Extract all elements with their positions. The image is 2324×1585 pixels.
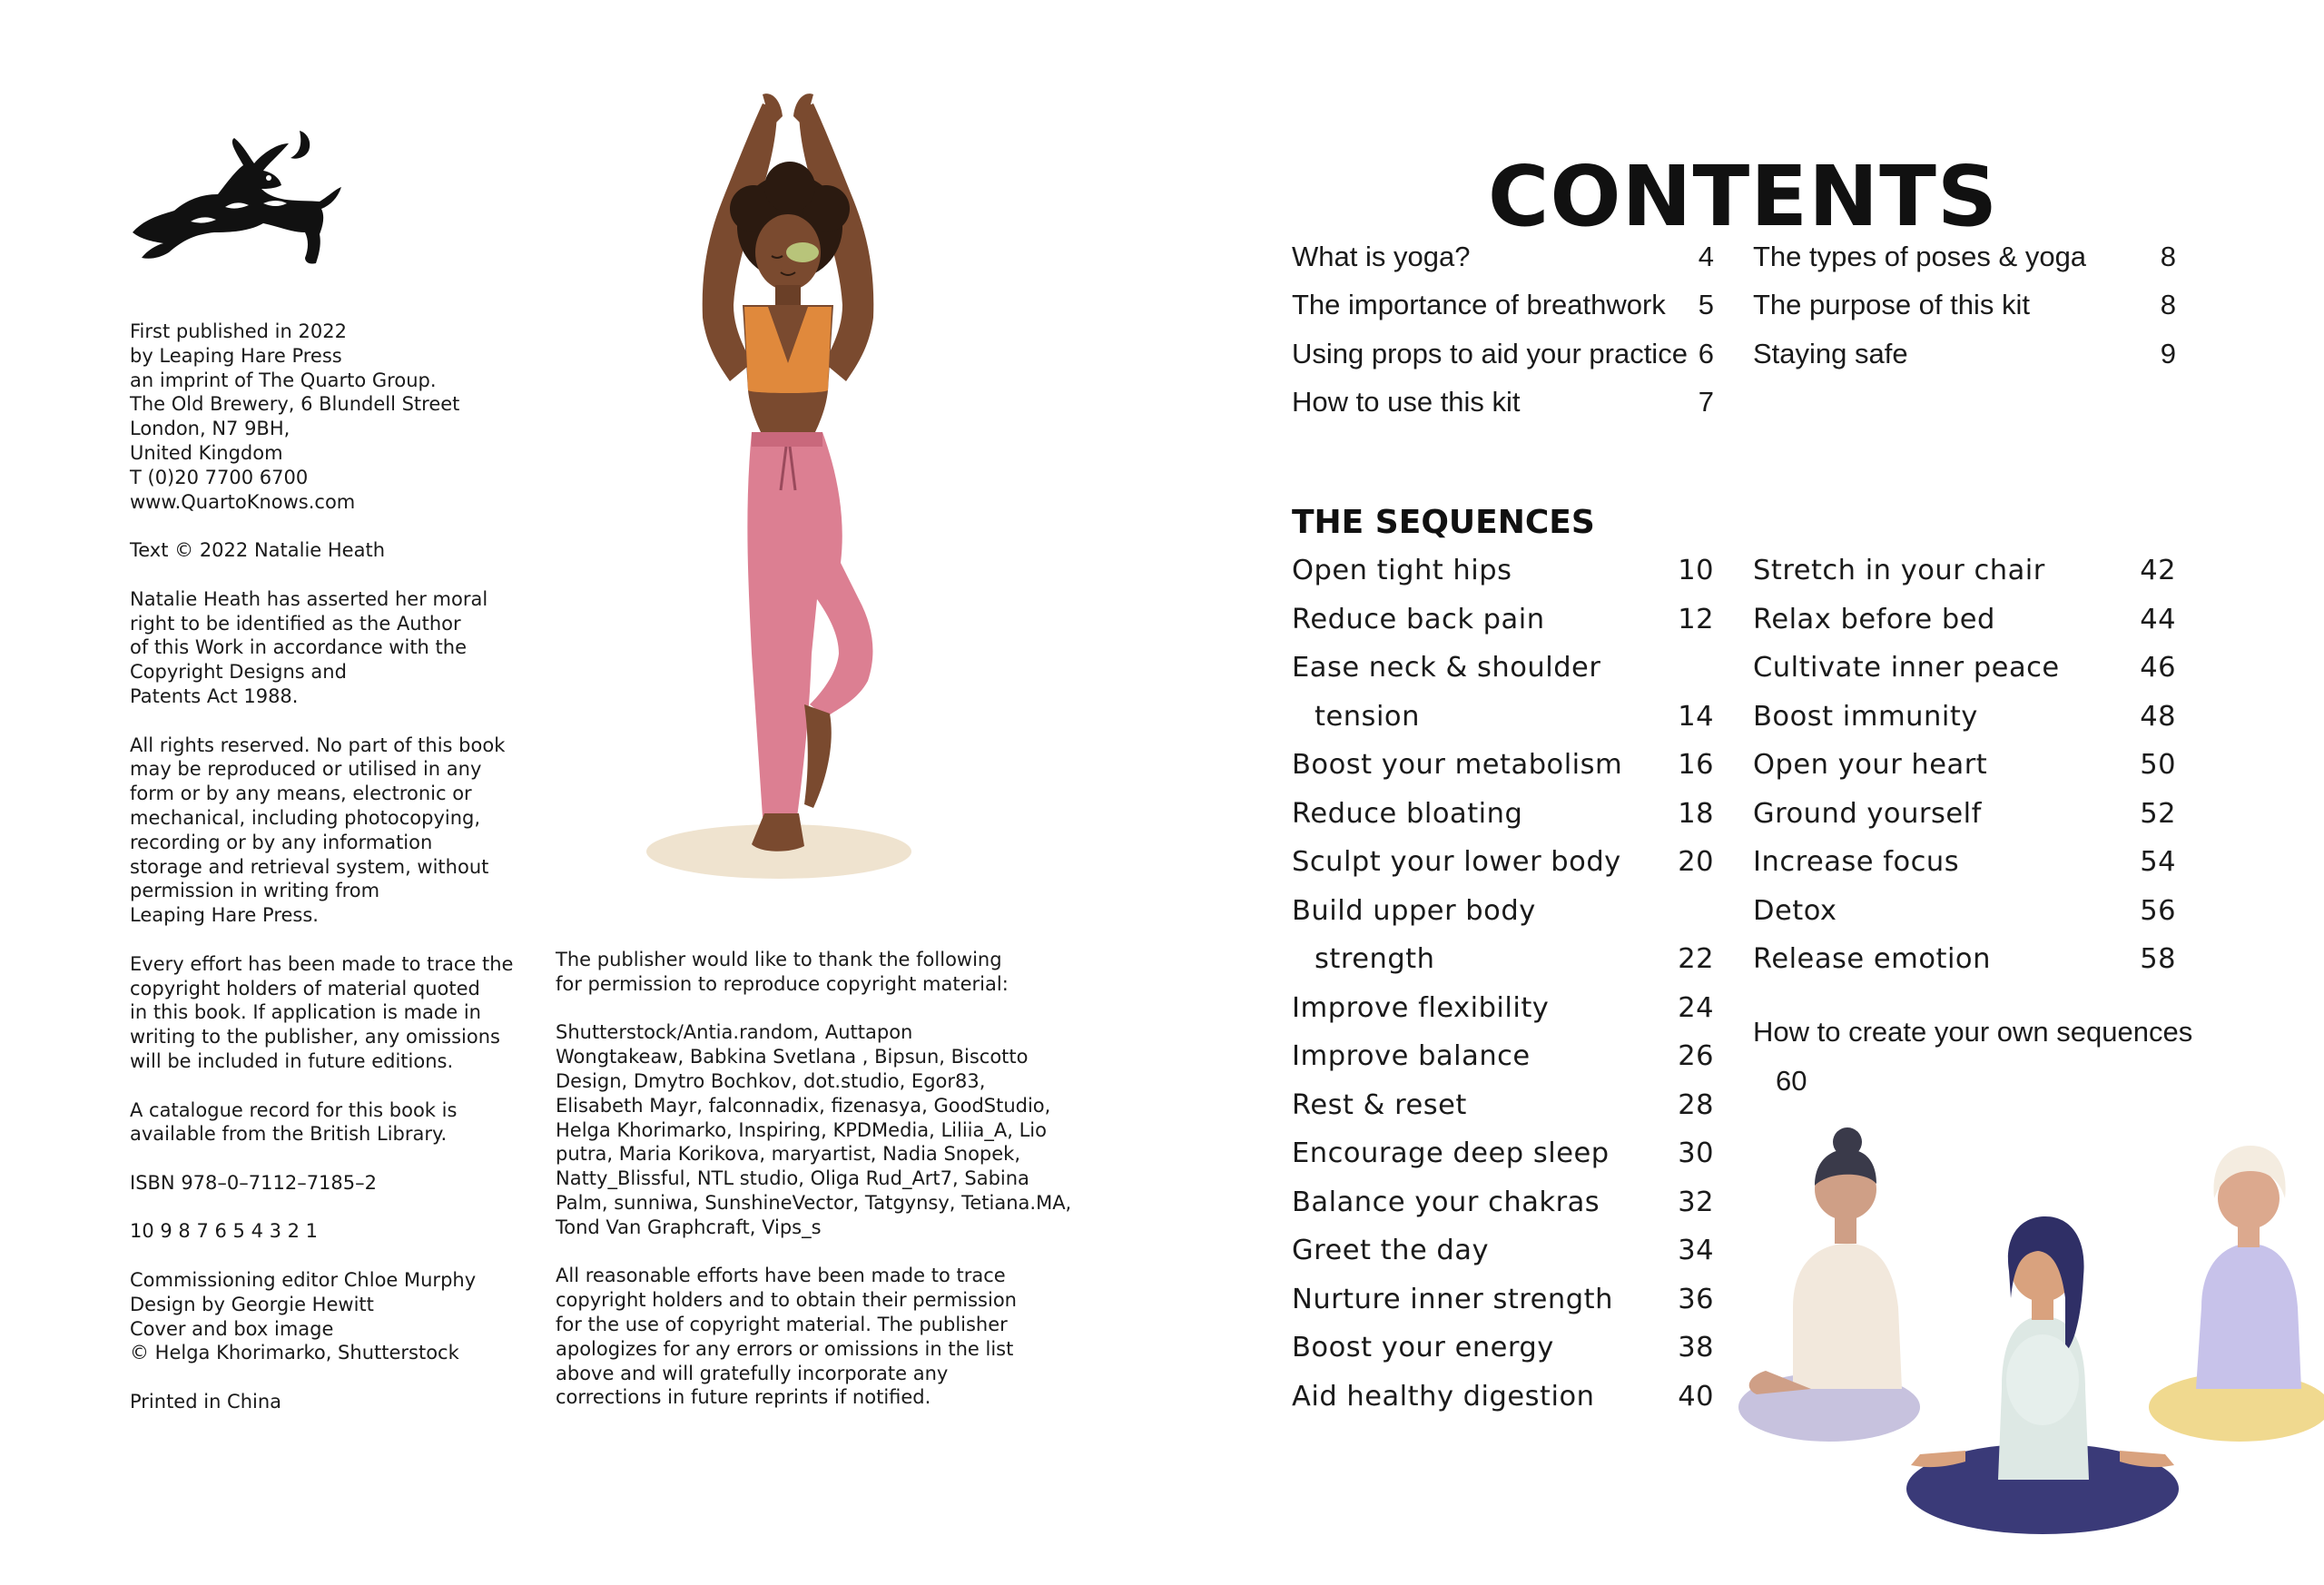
toc-label: Cultivate inner peace — [1753, 652, 2060, 684]
credits-line: for permission to reproduce copyright material: — [556, 972, 1009, 995]
credits-line: Elisabeth Mayr, falconnadix, fizenasya, GoodStudio, — [556, 1094, 1051, 1117]
toc-label: Boost immunity — [1753, 700, 1978, 733]
imprint-line: recording or by any information — [130, 831, 433, 853]
toc-label: Rest & reset — [1292, 1088, 1467, 1121]
imprint-line: United Kingdom — [130, 441, 283, 464]
imprint-line: available from the British Library. — [130, 1123, 448, 1146]
credits-line: copyright holders and to obtain their permission — [556, 1289, 1017, 1312]
toc-page-number: 42 — [2140, 555, 2176, 586]
toc-page-number: 20 — [1678, 846, 1714, 878]
sequences-heading: THE SEQUENCES — [1292, 503, 1595, 541]
toc-entry[interactable] — [1292, 1178, 1714, 1227]
own-sequences-entry[interactable] — [1753, 1008, 2192, 1105]
toc-label: Detox — [1753, 894, 1837, 927]
toc-label: Reduce back pain — [1292, 603, 1545, 635]
credits-line: apologizes for any errors or omissions in the list — [556, 1337, 1014, 1360]
imprint-column — [130, 320, 529, 1439]
toc-page-number: 26 — [1678, 1040, 1714, 1072]
imprint-paragraph — [130, 538, 529, 563]
imprint-line: All rights reserved. No part of this book — [130, 733, 506, 756]
imprint-line: Printed in China — [130, 1391, 282, 1413]
imprint-line: © Helga Khorimarko, Shutterstock — [130, 1342, 459, 1364]
credits-line: Tond Van Graphcraft, Vips_s — [556, 1216, 822, 1238]
toc-page-number: 6 — [1698, 337, 1714, 369]
toc-label: Using props to aid your practice — [1292, 337, 1688, 369]
toc-entry[interactable] — [1753, 838, 2176, 887]
toc-page-number: 50 — [2140, 749, 2176, 781]
toc-label: The importance of breathwork — [1292, 289, 1666, 321]
imprint-line: 10 9 8 7 6 5 4 3 2 1 — [130, 1220, 319, 1243]
credits-line: The publisher would like to thank the following — [556, 949, 1002, 970]
imprint-line: may be reproduced or utilised in any — [130, 758, 482, 781]
toc-page-number: 9 — [2160, 337, 2176, 369]
credits-line: Wongtakeaw, Babkina Svetlana , Bipsun, Biscotto — [556, 1046, 1029, 1068]
imprint-line: writing to the publisher, any omissions — [130, 1026, 500, 1048]
imprint-line: by Leaping Hare Press — [130, 344, 342, 367]
toc-page-number: 60 — [1776, 1064, 1807, 1097]
imprint-line: mechanical, including photocopying, — [130, 806, 481, 829]
credits-column — [556, 948, 1072, 1434]
toc-entry[interactable] — [1292, 232, 1714, 281]
toc-label: Release emotion — [1753, 943, 1991, 975]
standing-foot — [752, 813, 804, 852]
toc-page-number: 5 — [1698, 289, 1714, 321]
toc-label: tension — [1315, 700, 1420, 733]
toc-page-number: 36 — [1678, 1283, 1714, 1315]
toc-label: Boost your metabolism — [1292, 749, 1623, 781]
toc-label: Boost your energy — [1292, 1332, 1554, 1363]
toc-entry[interactable] — [1292, 330, 1714, 378]
toc-entry[interactable] — [1292, 644, 1714, 693]
toc-page-number: 46 — [2140, 652, 2176, 684]
waistband — [752, 432, 822, 447]
toc-entry[interactable] — [1753, 693, 2176, 742]
toc-label: How to use this kit — [1292, 386, 1521, 418]
toc-entry-continued[interactable] — [1292, 693, 1714, 742]
toc-entry[interactable] — [1753, 546, 2176, 596]
toc-page-number: 56 — [2140, 894, 2176, 927]
toc-page-number: 38 — [1678, 1332, 1714, 1363]
intro-list-left — [1292, 232, 1714, 427]
toc-label: Reduce bloating — [1292, 797, 1523, 830]
imprint-paragraph — [130, 733, 529, 928]
imprint-paragraph — [130, 1268, 529, 1365]
toc-label: Open your heart — [1753, 749, 1988, 781]
toc-page-number: 30 — [1678, 1137, 1714, 1169]
credits-paragraph — [556, 1264, 1046, 1410]
imprint-line: T (0)20 7700 6700 — [130, 466, 309, 488]
imprint-paragraph — [130, 320, 529, 514]
toc-page-number: 12 — [1678, 603, 1714, 635]
imprint-line: Leaping Hare Press. — [130, 904, 319, 927]
toc-label: What is yoga? — [1292, 241, 1471, 272]
credits-line: All reasonable efforts have been made to trace — [556, 1265, 1006, 1287]
toc-label: Increase focus — [1753, 846, 1960, 878]
toc-label: strength — [1315, 943, 1435, 975]
toc-label: Greet the day — [1292, 1235, 1490, 1266]
toc-entry[interactable] — [1753, 232, 2176, 281]
toc-label: The types of poses & yoga — [1753, 241, 2087, 272]
toc-label: Ease neck & shoulder — [1292, 652, 1601, 684]
hare-logo-icon — [127, 116, 345, 271]
imprint-paragraph — [130, 952, 529, 1074]
imprint-line: Copyright Designs and — [130, 661, 347, 684]
credits-line: Palm, sunniwa, SunshineVector, Tatgynsy, Tetiana.MA, — [556, 1191, 1072, 1214]
toc-entry[interactable] — [1753, 790, 2176, 839]
toc-entry[interactable] — [1292, 984, 1714, 1033]
toc-entry[interactable] — [1292, 1324, 1714, 1373]
moon-icon — [290, 131, 310, 159]
imprint-line: Text © 2022 Natalie Heath — [130, 539, 386, 562]
toc-entry[interactable] — [1753, 935, 2176, 984]
imprint-line: an imprint of The Quarto Group. — [130, 369, 437, 391]
imprint-line: First published in 2022 — [130, 320, 347, 342]
credits-paragraph — [556, 1020, 1072, 1239]
toc-entry-continued[interactable] — [1292, 935, 1714, 984]
imprint-line: Patents Act 1988. — [130, 684, 299, 707]
toc-label: Aid healthy digestion — [1292, 1380, 1595, 1413]
toc-entry[interactable] — [1753, 330, 2176, 378]
credits-line: corrections in future reprints if notified. — [556, 1386, 931, 1409]
toc-label: Relax before bed — [1753, 603, 1995, 635]
toc-entry[interactable] — [1292, 1129, 1714, 1178]
toc-page-number: 24 — [1678, 991, 1714, 1024]
toc-page-number: 34 — [1678, 1235, 1714, 1266]
toc-label: Sculpt your lower body — [1292, 846, 1621, 878]
toc-page-number: 18 — [1678, 797, 1714, 830]
toc-label: Balance your chakras — [1292, 1186, 1600, 1218]
toc-page-number: 32 — [1678, 1186, 1714, 1218]
toc-label: Improve flexibility — [1292, 991, 1550, 1024]
imprint-line: storage and retrieval system, without — [130, 855, 489, 878]
toc-page-number: 8 — [2160, 289, 2176, 321]
imprint-line: Design by Georgie Hewitt — [130, 1293, 374, 1315]
toc-page-number: 16 — [1678, 749, 1714, 781]
toc-entry[interactable] — [1292, 1032, 1714, 1081]
imprint-paragraph — [130, 1098, 529, 1147]
tree-pose-illustration — [635, 91, 935, 890]
imprint-line: The Old Brewery, 6 Blundell Street — [130, 393, 460, 416]
credits-line: Shutterstock/Antia.random, Auttapon — [556, 1021, 913, 1044]
toc-entry[interactable] — [1292, 1226, 1714, 1275]
imprint-line: in this book. If application is made in — [130, 1001, 481, 1024]
imprint-line: will be included in future editions. — [130, 1049, 454, 1072]
credits-line: Design, Dmytro Bochkov, dot.studio, Egor83, — [556, 1069, 986, 1092]
imprint-line: copyright holders of material quoted — [130, 977, 480, 999]
isbn — [130, 1171, 529, 1196]
imprint-line: Natalie Heath has asserted her moral — [130, 587, 488, 610]
imprint-line: Cover and box image — [130, 1317, 334, 1340]
toc-entry[interactable] — [1292, 546, 1714, 596]
toc-label: Encourage deep sleep — [1292, 1137, 1610, 1169]
print-line — [130, 1219, 529, 1244]
sequences-list-right — [1753, 546, 2176, 984]
toc-entry[interactable] — [1292, 1081, 1714, 1130]
sequences-list-left — [1292, 546, 1714, 1421]
toc-entry[interactable] — [1753, 596, 2176, 645]
contents-title: CONTENTS — [1487, 147, 1999, 245]
toc-page-number: 22 — [1678, 943, 1714, 975]
toc-entry[interactable] — [1292, 741, 1714, 790]
imprint-line: form or by any means, electronic or — [130, 783, 472, 805]
toc-page-number: 4 — [1698, 241, 1714, 272]
toc-page-number: 54 — [2140, 846, 2176, 878]
toc-entry[interactable] — [1292, 1373, 1714, 1422]
toc-page-number: 28 — [1678, 1088, 1714, 1121]
credits-paragraph — [556, 948, 1046, 997]
toc-entry[interactable] — [1753, 644, 2176, 693]
toc-entry[interactable] — [1292, 378, 1714, 426]
eye-mask — [786, 242, 819, 262]
toc-entry[interactable] — [1292, 887, 1714, 936]
toc-entry[interactable] — [1292, 790, 1714, 839]
imprint-line: of this Work in accordance with the — [130, 636, 467, 659]
toc-entry[interactable] — [1753, 281, 2176, 329]
toc-page-number: 7 — [1698, 386, 1714, 418]
toc-page-number: 44 — [2140, 603, 2176, 635]
toc-page-number: 14 — [1678, 700, 1714, 733]
toc-label: How to create your own sequences — [1753, 1016, 2193, 1048]
toc-entry[interactable] — [1292, 281, 1714, 329]
toc-label: Stretch in your chair — [1753, 555, 2045, 586]
toc-entry[interactable] — [1292, 596, 1714, 645]
toc-label: Ground yourself — [1753, 797, 1982, 830]
toc-page-number: 48 — [2140, 700, 2176, 733]
imprint-line: A catalogue record for this book is — [130, 1098, 458, 1121]
meditating-women-illustration — [1738, 1117, 2324, 1543]
toc-page-number: 8 — [2160, 241, 2176, 272]
toc-label: The purpose of this kit — [1753, 289, 2030, 321]
imprint-line: London, N7 9BH, — [130, 418, 290, 440]
toc-page-number: 58 — [2140, 943, 2176, 975]
toc-entry[interactable] — [1292, 1275, 1714, 1324]
toc-label: Improve balance — [1292, 1040, 1531, 1072]
imprint-line: right to be identified as the Author — [130, 612, 461, 635]
imprint-line: Every effort has been made to trace the — [130, 952, 514, 975]
toc-page-number: 40 — [1678, 1380, 1714, 1413]
toc-label: Nurture inner strength — [1292, 1283, 1613, 1315]
imprint-line: www.QuartoKnows.com — [130, 490, 356, 513]
toc-entry[interactable] — [1753, 887, 2176, 936]
intro-list-right — [1753, 232, 2176, 378]
toc-label: Staying safe — [1753, 337, 1908, 369]
toc-entry[interactable] — [1292, 838, 1714, 887]
credits-line: putra, Maria Korikova, maryartist, Nadia Snopek, — [556, 1143, 1021, 1166]
raised-foot — [804, 704, 832, 808]
credits-line: Natty_Blissful, NTL studio, Oliga Rud_Art7, Sabina — [556, 1167, 1029, 1190]
imprint-paragraph — [130, 587, 529, 709]
imprint-line: ISBN 978–0–7112–7185–2 — [130, 1171, 378, 1194]
toc-page-number: 10 — [1678, 555, 1714, 586]
credits-line: Helga Khorimarko, Inspiring, KPDMedia, Liliia_A, Lio — [556, 1118, 1047, 1141]
credits-line: above and will gratefully incorporate any — [556, 1362, 949, 1384]
toc-page-number: 52 — [2140, 797, 2176, 830]
imprint-line: permission in writing from — [130, 880, 380, 902]
imprint-line: Commissioning editor Chloe Murphy — [130, 1269, 477, 1292]
toc-label: Open tight hips — [1292, 555, 1512, 586]
credits-line: for the use of copyright material. The publisher — [556, 1313, 1008, 1335]
toc-label: Build upper body — [1292, 894, 1536, 927]
imprint-paragraph — [130, 1390, 529, 1414]
toc-entry[interactable] — [1753, 741, 2176, 790]
